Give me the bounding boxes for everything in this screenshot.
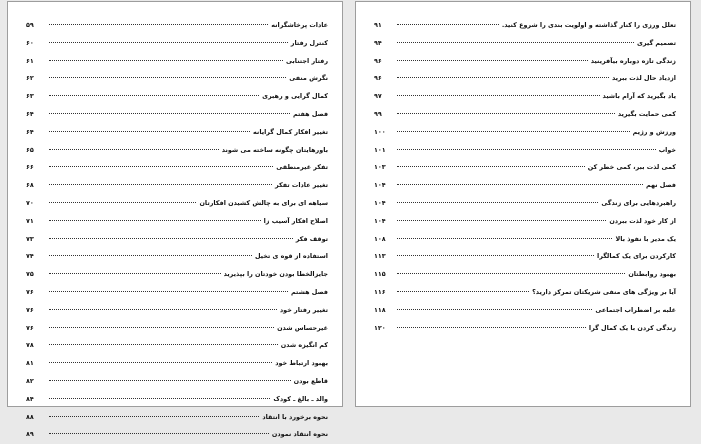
dot-leader xyxy=(397,149,656,150)
toc-entry-page-number: ۹۴ xyxy=(374,38,382,47)
dot-leader xyxy=(49,77,286,78)
toc-entry[interactable] xyxy=(26,124,328,142)
toc-entry[interactable] xyxy=(374,142,676,160)
toc-entry-page-number: ۱۱۵ xyxy=(374,270,386,279)
toc-entry[interactable] xyxy=(26,70,328,88)
toc-entry-title: عادات پرخاشگرانه xyxy=(271,21,328,29)
dot-leader xyxy=(49,380,291,381)
toc-entry-title: تغییر افکار کمال گرایانه xyxy=(253,127,328,136)
toc-entry[interactable] xyxy=(374,195,676,213)
toc-entry[interactable] xyxy=(374,124,676,142)
toc-entry[interactable] xyxy=(374,248,676,266)
toc-entry-title: آیا بر ویژگی های منفی شریکتان تمرکز دارید؟ xyxy=(532,287,676,296)
dot-leader xyxy=(397,113,615,114)
dot-leader xyxy=(49,95,259,96)
toc-entry-page-number: ۷۶ xyxy=(26,305,34,314)
toc-entry-page-number: ۷۸ xyxy=(26,341,34,350)
toc-entry-page-number: ۷۶ xyxy=(26,323,34,332)
dot-leader xyxy=(49,344,278,345)
toc-entry-title: رفتار اجتنابی xyxy=(285,56,328,65)
toc-entry-title: سیاهه ای برای به چالش کشیدن افکارتان xyxy=(199,198,328,207)
toc-entry-page-number: ۷۰ xyxy=(26,198,34,207)
dot-leader xyxy=(397,327,586,328)
toc-entry[interactable] xyxy=(374,159,676,177)
toc-entry-page-number: ۸۲ xyxy=(26,376,34,385)
toc-entry-page-number: ۶۶ xyxy=(26,163,34,172)
toc-entry-page-number: ۸۴ xyxy=(26,394,34,403)
dot-leader xyxy=(49,24,268,25)
toc-entry-page-number: ۶۴ xyxy=(26,127,34,136)
toc-entry[interactable] xyxy=(374,35,676,53)
dot-leader xyxy=(49,273,221,274)
toc-entry-title: فصل هفتم xyxy=(292,109,328,118)
toc-entry-title: کنترل رفتار xyxy=(290,38,328,47)
toc-entry-title: خواب xyxy=(658,145,676,154)
toc-entry-title: تغییر عادات تفکر xyxy=(275,181,328,190)
toc-entry-title: تصمیم گیری xyxy=(637,38,676,47)
toc-entry-page-number: ۷۶ xyxy=(26,287,34,296)
toc-entry-title: بهبود ارتباط خود xyxy=(275,359,328,368)
toc-entry[interactable] xyxy=(26,35,328,53)
toc-entry[interactable] xyxy=(26,391,328,409)
dot-leader xyxy=(49,433,269,434)
toc-entry-title: نحوه برخورد با انتقاد xyxy=(262,412,328,421)
toc-entry[interactable] xyxy=(374,213,676,231)
dot-leader xyxy=(49,416,259,417)
toc-entry[interactable] xyxy=(26,213,328,231)
toc-entry-title: استفاده از قوه ی تخیل xyxy=(254,252,328,261)
toc-entry[interactable] xyxy=(374,70,676,88)
dot-leader xyxy=(397,220,606,221)
toc-entry-page-number: ۶۵ xyxy=(26,145,34,154)
dot-leader xyxy=(49,220,261,221)
toc-entry-title: یک مدیر با نفوذ بالا xyxy=(615,234,676,243)
toc-entry-page-number: ۹۹ xyxy=(374,109,382,118)
toc-entry[interactable] xyxy=(374,266,676,284)
toc-entry-title: جایزالخطا بودن خودتان را بپذیرید xyxy=(223,270,328,279)
toc-entry-title: کمی لذت ببر، کمی خطر کن xyxy=(587,163,676,172)
dot-leader xyxy=(49,184,272,185)
toc-entry[interactable] xyxy=(26,302,328,320)
toc-page-right xyxy=(355,1,691,407)
toc-entry-page-number: ۹۶ xyxy=(374,74,382,83)
toc-entry[interactable] xyxy=(374,320,676,338)
toc-entry[interactable] xyxy=(26,248,328,266)
toc-entry[interactable] xyxy=(26,355,328,373)
toc-entry-page-number: ۹۷ xyxy=(374,92,382,101)
toc-entry[interactable] xyxy=(26,337,328,355)
toc-entry[interactable] xyxy=(26,142,328,160)
toc-entry-page-number: ۱۱۸ xyxy=(374,305,386,314)
toc-entry-title: زندگی کردن با یک کمال گرا xyxy=(588,323,676,332)
toc-entry-title: فصل نهم xyxy=(645,181,676,190)
dot-leader xyxy=(49,131,250,132)
toc-entry-title: بهبود روابطتان xyxy=(628,270,676,279)
toc-entry[interactable] xyxy=(26,177,328,195)
dot-leader xyxy=(397,238,612,239)
toc-entry-title: زندگی تازه دوباره بیآفرینید xyxy=(590,56,676,65)
toc-entry[interactable] xyxy=(26,159,328,177)
toc-entry[interactable] xyxy=(26,426,328,444)
toc-entry-title: راهبردهایی برای زندگی xyxy=(601,198,676,207)
dot-leader xyxy=(397,60,588,61)
toc-entry-title: از کار خود لذت ببردن xyxy=(609,216,676,225)
toc-entry-title: کارکردن برای یک کمالگرا xyxy=(597,252,676,261)
toc-entry-title: تعلل ورزی را کنار گذاشته و اولویت بندی را شروع کنید. xyxy=(501,21,676,29)
toc-entry-page-number: ۹۱ xyxy=(374,21,382,29)
toc-entry-title: نگرش منفی xyxy=(289,74,328,83)
toc-entry[interactable] xyxy=(26,53,328,71)
dot-leader xyxy=(49,291,288,292)
toc-entry-page-number: ۶۳ xyxy=(26,92,34,101)
dot-leader xyxy=(49,113,290,114)
toc-entry-page-number: ۵۹ xyxy=(26,21,34,29)
dot-leader xyxy=(49,327,274,328)
dot-leader xyxy=(397,202,598,203)
toc-entry-title: ورزش و رژیم xyxy=(632,127,676,136)
toc-entry-title: کم انگیزه شدن xyxy=(280,341,328,350)
dot-leader xyxy=(397,131,630,132)
toc-entry[interactable] xyxy=(26,266,328,284)
toc-entry-title: نحوه انتقاد نمودن xyxy=(271,430,328,439)
dot-leader xyxy=(49,238,293,239)
toc-list xyxy=(26,17,328,444)
toc-entry-page-number: ۱۰۸ xyxy=(374,234,386,243)
dot-leader xyxy=(49,362,272,363)
toc-entry-page-number: ۱۰۴ xyxy=(374,216,386,225)
toc-entry-title: باورهایتان چگونه ساخته می شوند xyxy=(221,145,328,154)
toc-entry-page-number: ۸۱ xyxy=(26,359,34,368)
toc-entry-title: تغییر رفتار خود xyxy=(279,305,328,314)
toc-entry-title: غلبه بر اضطراب اجتماعی xyxy=(595,305,676,314)
dot-leader xyxy=(397,166,585,167)
dot-leader xyxy=(49,60,283,61)
toc-list xyxy=(374,17,676,337)
toc-entry[interactable] xyxy=(26,231,328,249)
toc-entry[interactable] xyxy=(26,17,328,35)
toc-entry-title: اصلاح افکار آسیب زا xyxy=(263,216,328,225)
dot-leader xyxy=(397,77,609,78)
dot-leader xyxy=(397,291,529,292)
toc-entry-page-number: ۷۵ xyxy=(26,270,34,279)
toc-entry-title: تفکر غیرمنطقی xyxy=(276,163,328,172)
dot-leader xyxy=(49,202,196,203)
toc-entry-title: توقف فکر xyxy=(295,234,328,243)
dot-leader xyxy=(49,42,288,43)
toc-entry[interactable] xyxy=(26,195,328,213)
toc-entry-page-number: ۶۱ xyxy=(26,56,34,65)
dot-leader xyxy=(397,309,592,310)
toc-entry-title: قاطع بودن xyxy=(293,376,328,385)
toc-entry[interactable] xyxy=(374,53,676,71)
toc-entry[interactable] xyxy=(26,409,328,427)
toc-entry[interactable] xyxy=(374,302,676,320)
toc-entry[interactable] xyxy=(26,320,328,338)
toc-entry[interactable] xyxy=(26,88,328,106)
dot-leader xyxy=(397,24,499,25)
toc-entry[interactable] xyxy=(26,373,328,391)
toc-entry-title: کمال گرایی و رهبری xyxy=(262,92,328,101)
toc-entry-page-number: ۱۰۱ xyxy=(374,145,386,154)
toc-entry[interactable] xyxy=(374,231,676,249)
toc-entry-page-number: ۹۶ xyxy=(374,56,382,65)
toc-entry-title: والد ـ بالغ ـ کودک xyxy=(273,394,328,403)
toc-entry[interactable] xyxy=(26,106,328,124)
toc-entry-page-number: ۸۸ xyxy=(26,412,34,421)
toc-entry-page-number: ۶۴ xyxy=(26,109,34,118)
toc-entry-title: ازدیاد حال لذت ببرید xyxy=(611,74,676,83)
dot-leader xyxy=(397,95,600,96)
toc-entry-page-number: ۷۴ xyxy=(26,252,34,261)
toc-entry-page-number: ۸۹ xyxy=(26,430,34,439)
toc-entry-page-number: ۱۰۴ xyxy=(374,181,386,190)
toc-entry-page-number: ۶۸ xyxy=(26,181,34,190)
toc-entry-title: فصل هشتم xyxy=(291,287,328,296)
toc-entry-page-number: ۱۰۰ xyxy=(374,127,386,136)
toc-entry-page-number: ۱۱۳ xyxy=(374,252,386,261)
toc-entry-page-number: ۷۳ xyxy=(26,234,34,243)
toc-entry-page-number: ۱۲۰ xyxy=(374,323,386,332)
dot-leader xyxy=(49,166,273,167)
toc-entry-page-number: ۷۱ xyxy=(26,216,34,225)
dot-leader xyxy=(397,42,634,43)
toc-entry-page-number: ۱۰۳ xyxy=(374,163,386,172)
toc-entry-title: یاد بگیرید که آرام باشید xyxy=(602,92,676,101)
toc-entry-page-number: ۶۲ xyxy=(26,74,34,83)
toc-entry-title: غیرحساس شدن xyxy=(277,323,328,332)
toc-entry-page-number: ۱۰۴ xyxy=(374,198,386,207)
dot-leader xyxy=(49,149,219,150)
dot-leader xyxy=(49,255,252,256)
toc-entry[interactable] xyxy=(26,284,328,302)
toc-entry-title: کمی حمایت بگیرید xyxy=(617,109,676,118)
dot-leader xyxy=(49,398,270,399)
toc-entry[interactable] xyxy=(374,177,676,195)
toc-entry[interactable] xyxy=(374,284,676,302)
toc-page-left xyxy=(7,1,343,439)
toc-entry[interactable] xyxy=(374,106,676,124)
dot-leader xyxy=(49,309,277,310)
toc-entry-page-number: ۱۱۶ xyxy=(374,287,386,296)
toc-entry[interactable] xyxy=(374,17,676,35)
toc-entry-page-number: ۶۰ xyxy=(26,38,34,47)
dot-leader xyxy=(397,255,594,256)
dot-leader xyxy=(397,184,643,185)
dot-leader xyxy=(397,273,625,274)
toc-entry[interactable] xyxy=(374,88,676,106)
